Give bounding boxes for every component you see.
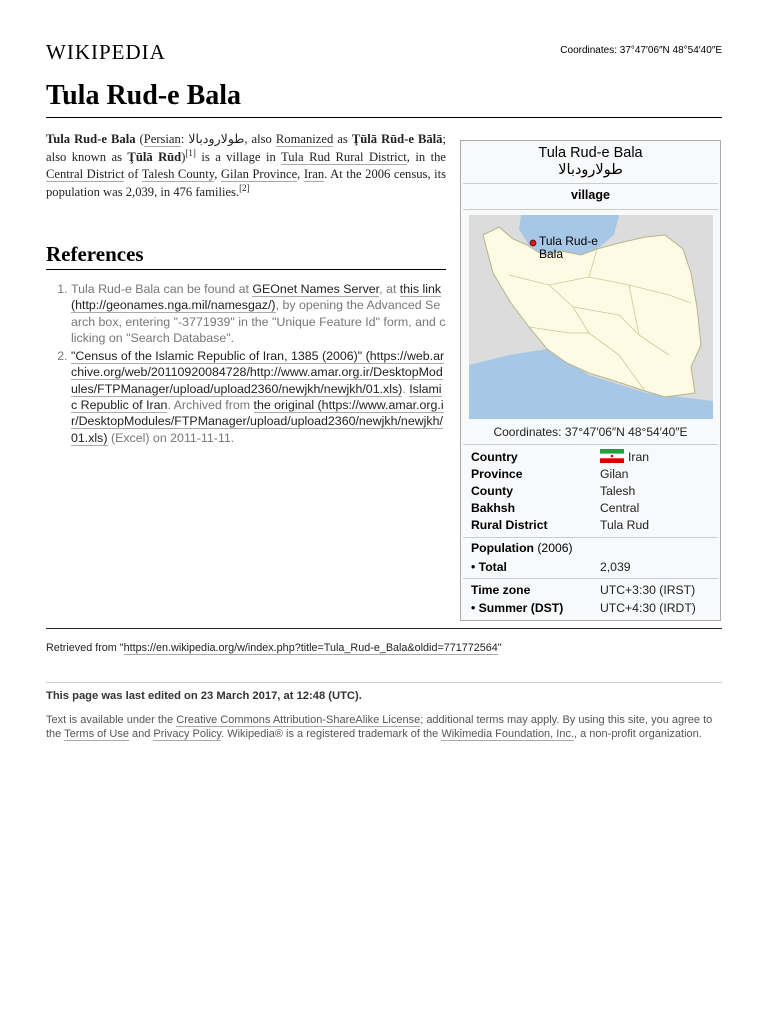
row-value[interactable]: UTC+4:30 (IRDT): [600, 601, 696, 615]
persian-name: : طولارودبالا: [180, 132, 245, 146]
row-label: Country: [471, 450, 518, 464]
infobox-divider: [463, 183, 718, 184]
census-archive-link[interactable]: "Census of the Islamic Republic of Iran, 1385 (2006)" (https://web.archive.org/web/20110920084728/http://www.amar.org.ir/DesktopModules/FTPManager/upload/upload2360/newjkh/newjkh/01.xls): [71, 349, 445, 396]
row-label: • Summer (DST): [471, 601, 564, 615]
row-value[interactable]: UTC+3:30 (IRST): [600, 583, 696, 597]
infobox-row-timezone: [471, 582, 716, 599]
references-heading: References: [46, 240, 446, 270]
row-label: Time zone: [471, 583, 531, 597]
wikipedia-logo[interactable]: [46, 40, 166, 65]
row-label: Rural District: [471, 518, 548, 532]
infobox-title: [461, 145, 720, 179]
infobox: [460, 140, 721, 621]
infobox-row-county: [471, 483, 716, 500]
alt-name: Ţūlā Rūd: [127, 149, 182, 164]
reference-item: 2. "Census of the Islamic Republic of Iran, 1385 (2006)" (https://web.archive.org/web/20110920084728/http://www.amar.org.ir/DesktopModules/FTPManager/upload/upload2360/newjkh/newjkh/01.xls). Islamic Republic of Iran. Archived from the original (https://www.amar.org.ir/DesktopModules/FTPManager/upload/upload2360/newjkh/newjkh/01.xls) (Excel) on 2011-11-11.: [71, 348, 446, 446]
row-value: 2,039: [600, 560, 631, 574]
last-edited: This page was last edited on 23 March 2017, at 12:48 (UTC).: [46, 690, 362, 702]
population-year: (2006): [533, 541, 573, 555]
infobox-row-summer: [471, 600, 716, 617]
islamic-republic-link[interactable]: Islamic Republic of Iran: [71, 381, 442, 413]
geonames-link[interactable]: this link (http://geonames.nga.mil/namesgaz/): [71, 282, 442, 313]
cc-license-link[interactable]: Creative Commons Attribution-ShareAlike License: [176, 714, 421, 726]
footer-divider: [46, 682, 722, 683]
intro-paragraph: Tula Rud-e Bala (Persian: طولارودبالا, also Romanized as Ţūlā Rūd-e Bālā; also known as Ţūlā Rūd)[1] is a village in Tula Rud Rural District, in the Central District of Talesh County, Gilan Province, Iran. At the 2006 census, its population was 2,039, in 476 families.[2]: [46, 132, 447, 199]
row-label: • Total: [471, 560, 507, 574]
row-value[interactable]: Gilan: [600, 467, 629, 481]
row-value[interactable]: Tula Rud: [600, 518, 649, 532]
romanized-name: Ţūlā Rūd-e Bālā: [351, 132, 443, 146]
infobox-row-rural-district: [471, 517, 716, 534]
infobox-divider: [463, 444, 718, 445]
infobox-type: village: [571, 188, 610, 202]
location-marker-icon: [530, 240, 536, 246]
reference-item: 1. Tula Rud-e Bala can be found at GEOnet Names Server, at this link (http://geonames.nga.mil/namesgaz/), by opening the Advanced Search box, entering "-3771939" in the "Unique Feature Id" form, and clicking on "Search Database".: [71, 281, 446, 346]
header-coordinates[interactable]: Coordinates: 37°47′06″N 48°54′40″E: [560, 45, 722, 56]
page-title: Tula Rud-e Bala: [46, 78, 722, 118]
map-label-line1: Tula Rud-e: [539, 234, 598, 248]
persian-link[interactable]: Persian: [143, 132, 181, 146]
romanized-link[interactable]: Romanized: [275, 132, 334, 146]
infobox-divider: [463, 578, 718, 579]
iran-link[interactable]: Iran: [303, 167, 325, 181]
infobox-name: Tula Rud-e Bala: [538, 145, 643, 161]
infobox-coordinates[interactable]: Coordinates: 37°47′06″N 48°54′40″E: [493, 425, 688, 439]
talesh-county-link[interactable]: Talesh County: [141, 167, 215, 181]
retrieved-from: Retrieved from "https://en.wikipedia.org/w/index.php?title=Tula_Rud-e_Bala&oldid=771772564": [46, 642, 502, 654]
row-value[interactable]: Talesh: [600, 484, 636, 498]
footer-license: Text is available under the Creative Commons Attribution-ShareAlike License; additional terms may apply. By using this site, you agree to the Terms of Use and Privacy Policy. Wikipedia® is a registered trademark of the Wikimedia Foundation, Inc., a non-profit organization.: [46, 714, 713, 740]
row-value[interactable]: Central: [600, 501, 640, 515]
row-label: County: [471, 484, 513, 498]
infobox-native-name: طولارودبالا: [558, 162, 623, 178]
geonet-link[interactable]: GEOnet Names Server: [252, 282, 380, 296]
country-link[interactable]: Iran: [628, 450, 650, 464]
terms-of-use-link[interactable]: Terms of Use: [64, 727, 129, 740]
iran-map-image[interactable]: [469, 215, 713, 419]
article-name: Tula Rud-e Bala: [46, 132, 136, 146]
infobox-divider: [463, 209, 718, 210]
original-xls-link[interactable]: the original (https://www.amar.org.ir/DesktopModules/FTPManager/upload/upload2360/newjkh/newjkh/01.xls): [71, 398, 444, 445]
ref-2-link[interactable]: [2]: [239, 182, 250, 193]
location-map[interactable]: [469, 215, 713, 419]
row-label: Bakhsh: [471, 501, 516, 515]
infobox-row-province: [471, 466, 716, 483]
infobox-row-total: [471, 559, 716, 576]
privacy-policy-link[interactable]: Privacy Policy: [153, 727, 222, 740]
infobox-row-country: [471, 449, 716, 466]
rural-district-link[interactable]: Tula Rud Rural District: [280, 149, 407, 164]
map-label-line2: Bala: [539, 247, 564, 261]
central-district-link[interactable]: Central District: [46, 167, 125, 181]
header: [46, 40, 722, 66]
row-label: Province: [471, 467, 523, 481]
row-value: [600, 449, 649, 466]
ref-1-link[interactable]: [1]: [185, 147, 196, 158]
logo-text: WIKIPEDIA: [46, 40, 166, 64]
wikimedia-foundation-link[interactable]: Wikimedia Foundation, Inc.: [441, 727, 575, 740]
references-list: [46, 281, 446, 448]
iran-flag-icon[interactable]: [600, 449, 624, 463]
infobox-divider: [463, 537, 718, 538]
row-label: Population (2006): [471, 541, 573, 555]
content-divider: [46, 628, 722, 629]
permanent-link[interactable]: https://en.wikipedia.org/w/index.php?title=Tula_Rud-e_Bala&oldid=771772564: [123, 642, 498, 654]
gilan-province-link[interactable]: Gilan Province: [220, 167, 298, 181]
infobox-row-bakhsh: [471, 500, 716, 517]
infobox-row-population: [471, 540, 716, 557]
